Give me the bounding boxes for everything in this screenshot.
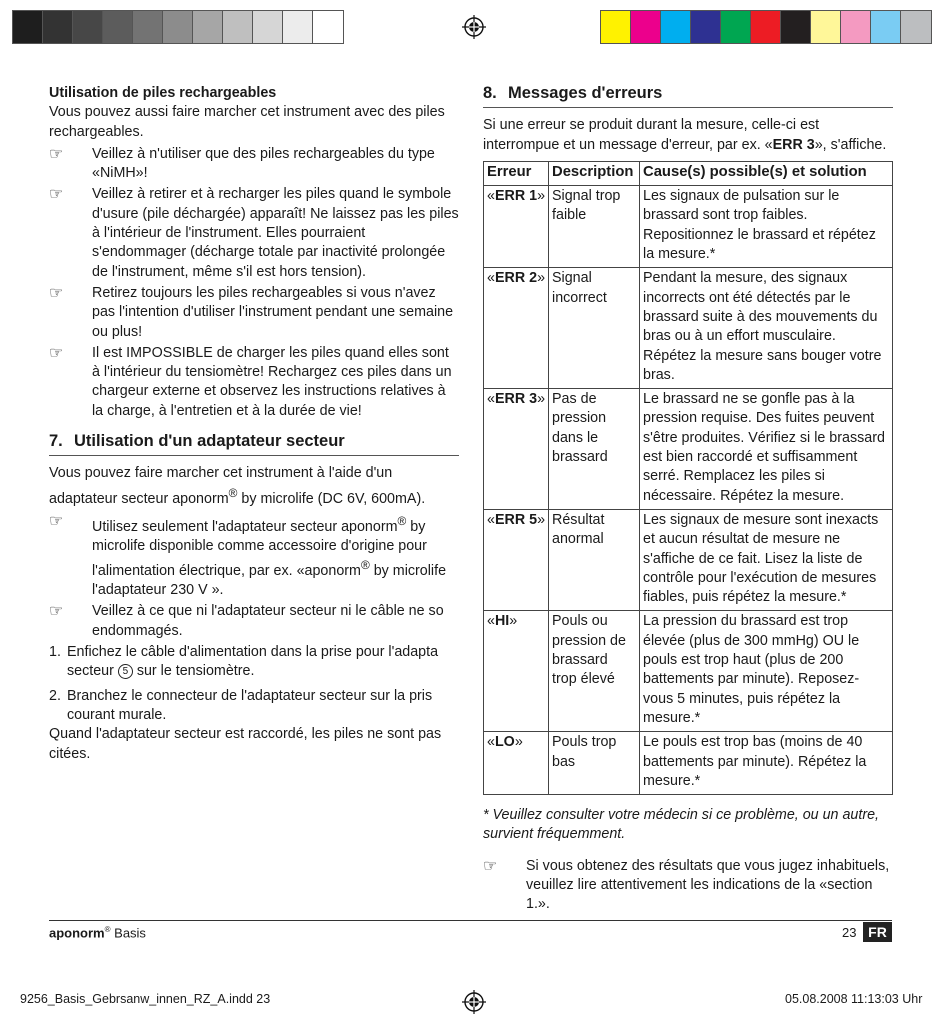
grayscale-swatch [223,11,253,43]
final-note [483,857,893,915]
step-item [49,643,459,682]
color-swatch [601,11,631,43]
rechargeable-bullet [49,185,459,281]
text: sur le tensiomètre. [132,663,255,680]
table-row [484,389,893,510]
color-swatch [691,11,721,43]
text: Vous pouvez faire marcher cet instrument à l'aide d'un adaptateur secteur aponorm [49,465,393,507]
table-header-row [484,161,893,185]
brand-name: aponorm [49,925,105,941]
column-header: Erreur [484,161,549,185]
error-table [483,161,893,795]
registration-mark-icon [462,990,486,1014]
grayscale-swatch [13,11,43,43]
rechargeable-bullet [49,344,459,421]
text: by microlife (DC 6V, 600mA). [237,490,426,507]
text: Branchez le connecteur de l'adaptateur secteur sur la pris courant murale. [67,687,433,723]
section-title: Messages d'erreurs [508,84,663,102]
adapter-bullet [49,602,459,641]
error-description-cell: Pas de pression dans le brassard [549,389,640,510]
text: », s'affiche. [814,136,887,153]
slug-timestamp: 05.08.2008 11:13:03 Uhr [785,992,923,1006]
grayscale-swatch [73,11,103,43]
registration-mark-icon [462,15,486,39]
error-solution-cell: Les signaux de pulsation sur le brassard sont trop faibles. Repositionnez le brassard et répétez la mesure.* [640,186,893,268]
section-7-heading [49,432,459,456]
error-solution-cell: Pendant la mesure, des signaux incorrects ont été détectés par le brassard suite à des mouvements du bras ou à un effort musculaire. Répétez la mesure sans bouger votre bras. [640,268,893,389]
rechargeable-bullet [49,145,459,184]
table-row [484,268,893,389]
color-swatch [871,11,901,43]
text: Veillez à ce que ni l'adaptateur secteur ni le câble ne so endommagés. [92,603,444,639]
grayscale-swatch [133,11,163,43]
registered-mark: ® [228,485,238,500]
error-solution-cell: Le pouls est trop bas (moins de 40 battements par minute). Répétez la mesure.* [640,732,893,795]
step-number: 1. [49,644,61,661]
error-code: LO [494,734,515,751]
error-code-cell: «HI» [484,611,549,732]
pointing-hand-icon: ☞ [49,186,64,204]
error-code-cell: «ERR 1» [484,186,549,268]
pointing-hand-icon: ☞ [49,603,64,621]
grayscale-swatch [313,11,343,43]
left-column [49,84,459,764]
registered-mark: ® [397,513,407,528]
grayscale-swatch [193,11,223,43]
step-number: 2. [49,687,61,704]
grayscale-swatch [283,11,313,43]
error-code: ERR 1 [494,188,538,205]
bullet-text: Veillez à retirer et à recharger les piles quand le symbole d'usure (pile déchargée) apparaît! Ne laissez pas les piles à l'intérieur de l'instrument. Elles pourraient s'endommager (décharge totale par inactivité prolongée de l'instrument, même s'il est hors tension). [92,186,459,280]
registered-mark: ® [360,558,370,573]
text: Utilisez seulement l'adaptateur secteur aponorm [92,518,398,535]
rechargeable-bullet [49,284,459,342]
error-description-cell: Pouls trop bas [549,732,640,795]
color-calibration-bar [600,10,932,44]
color-swatch [811,11,841,43]
error-description-cell: Pouls ou pression de brassard trop élevé [549,611,640,732]
pointing-hand-icon: ☞ [49,145,64,163]
footer-brand [49,925,146,940]
grayscale-swatch [43,11,73,43]
color-swatch [901,11,931,43]
adapter-bullet [49,512,459,601]
error-code: HI [494,613,510,630]
pointing-hand-icon: ☞ [49,284,64,302]
bullet-text: Veillez à n'utiliser que des piles rechargeables du type «NiMH»! [92,145,435,182]
bullet-text: Il est IMPOSSIBLE de charger les piles quand elles sont à l'intérieur du tensiomètre! Rechargez ces piles dans un chargeur externe et observez les instructions relatives à la charge, à l'entretien et à la durée de vie! [92,344,452,419]
error-code: ERR 2 [494,270,538,287]
table-row [484,732,893,795]
text: Si une erreur se produit durant la mesure, celle-ci est interrompue et un message d'erreur, par ex. « [483,117,820,153]
page-number: 23 [842,925,857,940]
error-description-cell: Signal incorrect [549,268,640,389]
text: Si vous obtenez des résultats que vous jugez inhabituels, veuillez lire attentivement les indications de la «section 1.». [526,857,890,913]
pointing-hand-icon: ☞ [483,857,498,875]
error-code-cell: «ERR 5» [484,509,549,610]
grayscale-swatch [163,11,193,43]
grayscale-calibration-bar [12,10,344,44]
error-solution-cell: La pression du brassard est trop élevée (plus de 300 mmHg) OU le pouls est trop haut (plus de 200 battements par minute). Reposez-vous 5 minutes, puis répétez la mesure.* [640,611,893,732]
section-title: Utilisation d'un adaptateur secteur [74,432,345,451]
color-swatch [781,11,811,43]
errors-intro [483,116,893,155]
color-swatch [751,11,781,43]
grayscale-swatch [253,11,283,43]
pointing-hand-icon: ☞ [49,512,64,530]
adapter-intro [49,464,459,508]
color-swatch [721,11,751,43]
text: by microlife l'adaptateur 230 V ». [92,562,447,599]
slug-filename: 9256_Basis_Gebrsanw_innen_RZ_A.indd 23 [20,992,271,1006]
error-solution-cell: Les signaux de mesure sont inexacts et aucun résultat de mesure ne s'affiche de ce fait. Lisez la liste de contrôle pour l'exécution de mesures fiables, puis répétez la mesure.* [640,509,893,610]
footer-divider [49,920,892,921]
pointing-hand-icon: ☞ [49,344,64,362]
error-code-cell: «LO» [484,732,549,795]
rechargeable-heading: Utilisation de piles rechargeables [49,85,277,101]
color-swatch [841,11,871,43]
error-code-cell: «ERR 3» [484,389,549,510]
adapter-outro: Quand l'adaptateur secteur est raccordé, les piles ne sont pas citées. [49,726,442,762]
section-8-heading [483,84,893,108]
step-item [49,687,459,726]
error-code-cell: «ERR 2» [484,268,549,389]
error-code-inline: ERR 3 [772,136,815,153]
section-number: 7. [49,432,63,451]
column-header: Description [549,161,640,185]
error-description-cell: Signal trop faible [549,186,640,268]
rechargeable-intro: Vous pouvez aussi faire marcher cet instrument avec des piles rechargeables. [49,104,445,140]
column-header: Cause(s) possible(s) et solution [640,161,893,185]
text: by microlife disponible comme accessoire d'origine pour l'alimentation électrique, par ex. «aponorm [92,518,427,579]
language-badge: FR [863,922,892,942]
error-code: ERR 5 [494,511,538,528]
product-name: Basis [110,925,146,941]
table-row [484,509,893,610]
color-swatch [631,11,661,43]
section-number: 8. [483,84,497,102]
table-row [484,186,893,268]
footnote: * Veuillez consulter votre médecin si ce problème, ou un autre, survient fréquemment. [483,807,880,843]
bullet-text: Retirez toujours les piles rechargeables si vous n'avez pas l'intention d'utiliser l'instrument pendant une semaine ou plus! [92,284,454,340]
error-solution-cell: Le brassard ne se gonfle pas à la pression requise. Des fuites peuvent s'être produites. Vérifiez si le brassard est bien raccordé et suffisamment serré. Remplacez les piles si nécessaire. Répétez la mesure. [640,389,893,510]
error-description-cell: Résultat anormal [549,509,640,610]
error-code: ERR 3 [494,391,538,408]
text: Enfichez le câble d'alimentation dans la prise pour l'adapta secteur [67,644,439,680]
right-column [483,84,893,915]
registered-mark: ® [104,925,111,934]
table-row [484,611,893,732]
color-swatch [661,11,691,43]
grayscale-swatch [103,11,133,43]
circled-number: 5 [118,664,133,679]
